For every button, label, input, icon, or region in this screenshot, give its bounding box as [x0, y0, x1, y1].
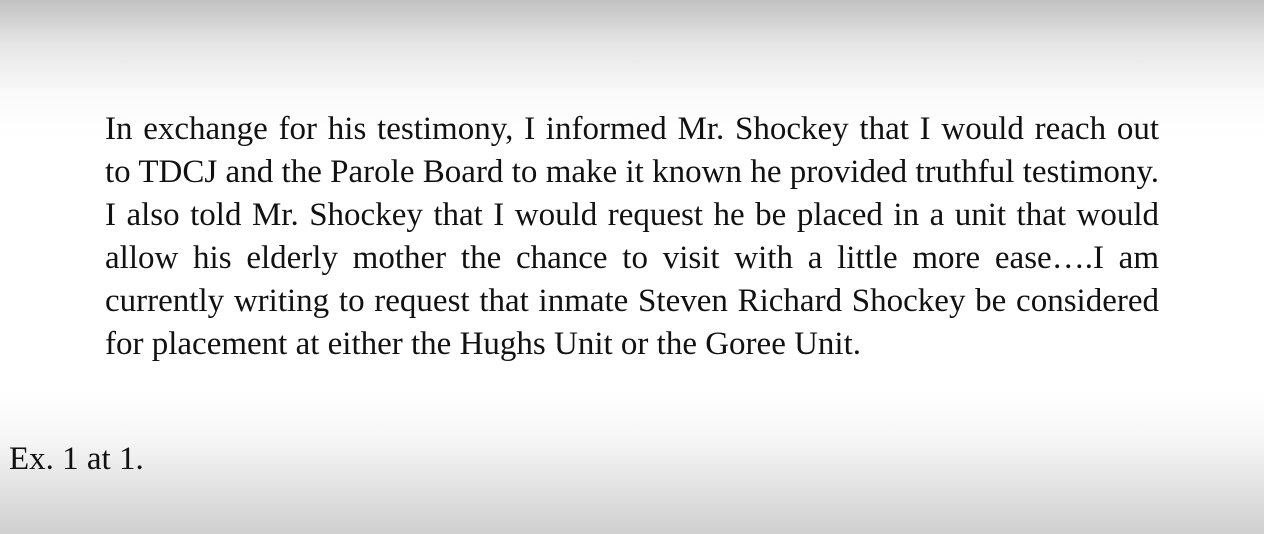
- citation: Ex. 1 at 1.: [9, 441, 144, 477]
- block-quote: In exchange for his testimony, I informed Mr. Shockey that I would reach out to TDCJ and the Parole Board to make it known he provided truthful testimony. I also told Mr. Shockey that I would request he be placed in a unit that would allow his elderly mother the chance to visit with a little more ease….I am currently writing to request that inmate Steven Richard Shockey be considered for placement at either the Hughs Unit or the Goree Unit.: [105, 111, 1176, 362]
